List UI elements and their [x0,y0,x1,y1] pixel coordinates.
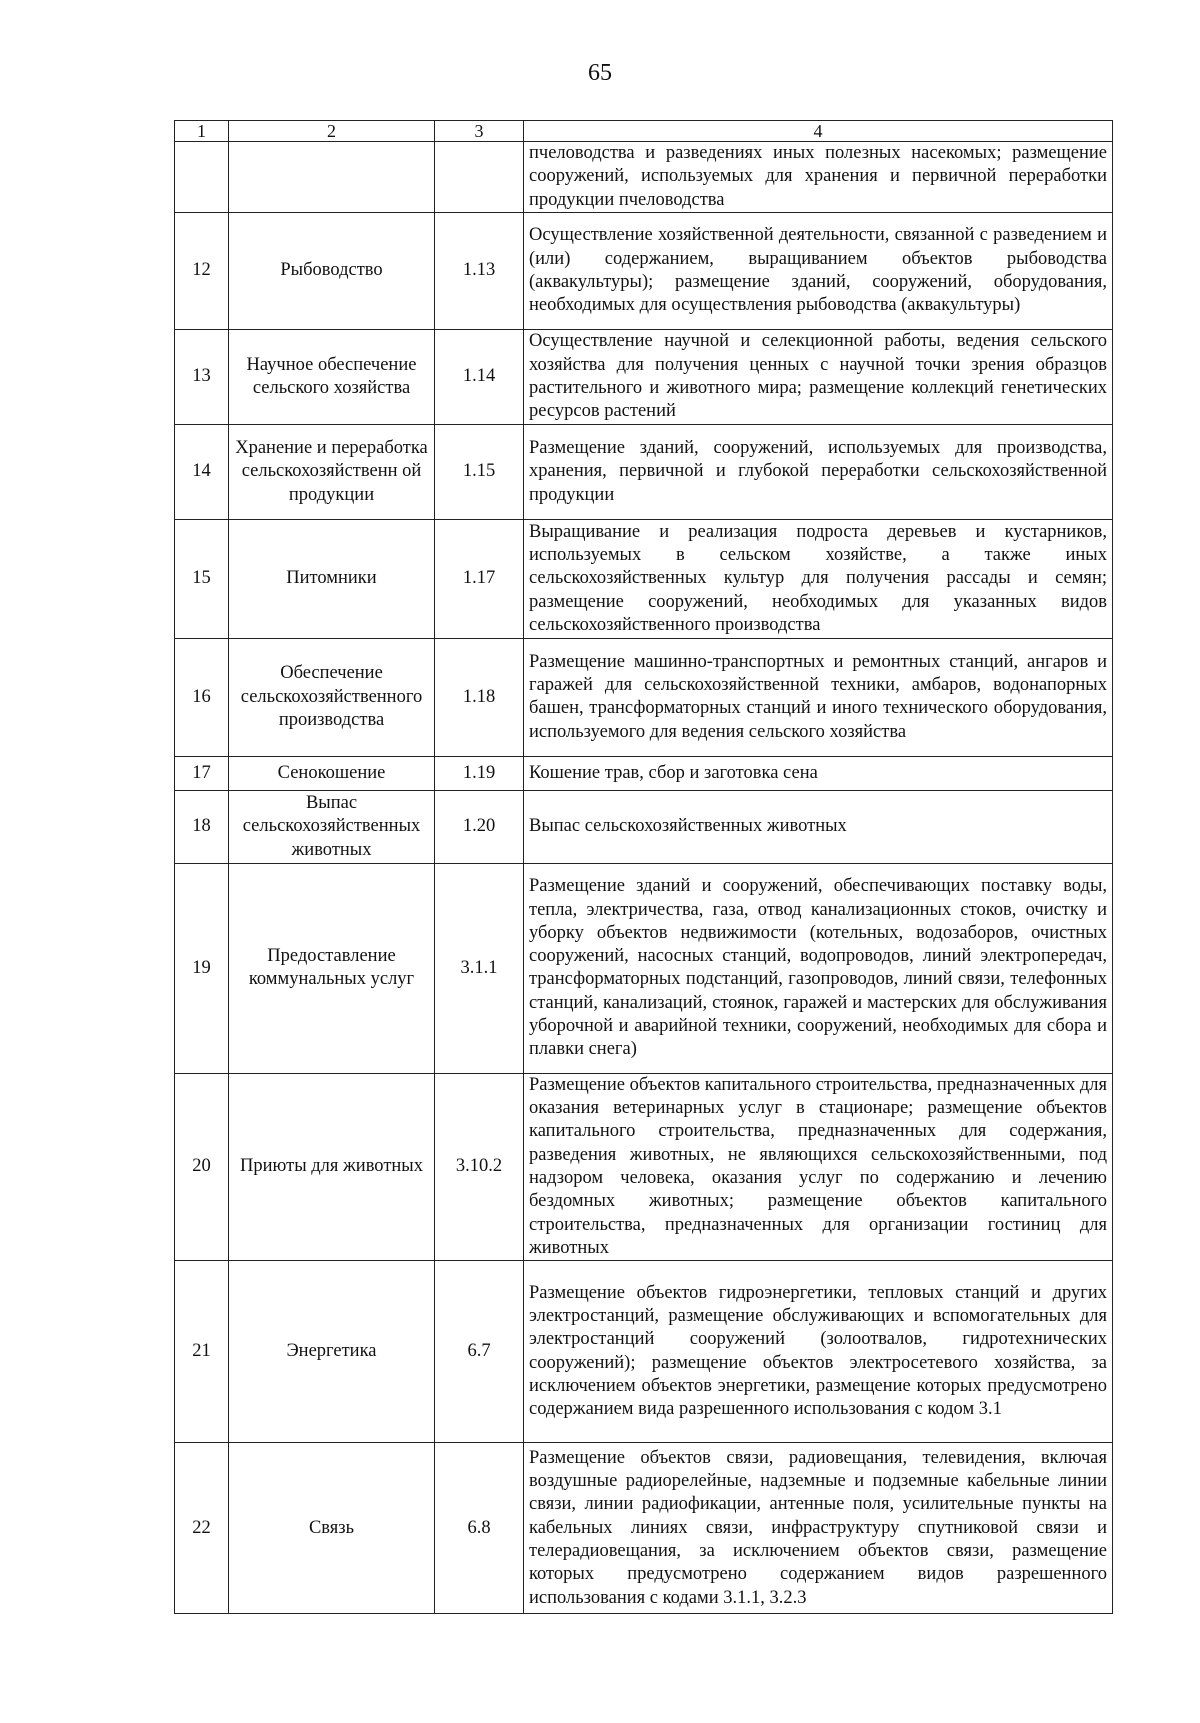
row-code: 6.8 [435,1443,524,1614]
table-row [175,790,1113,863]
row-description: Осуществление хозяйственной деятельности, связанной с разведением и (или) содержанием, выращиванием объектов рыбоводства (аквакультуры); размещение зданий, сооружений, оборудования, необходимых для осуществления рыбоводства (аквакультуры) [524,212,1113,329]
row-code: 1.17 [435,519,524,638]
row-name: Хранение и переработка сельскохозяйственн ой продукции [229,424,435,519]
row-description: Размещение машинно-транспортных и ремонтных станций, ангаров и гаражей для сельскохозяйственной техники, амбаров, водонапорных башен, трансформаторных станций и иного технического оборудования, используемого для ведения сельского хозяйства [524,638,1113,756]
row-code: 3.1.1 [435,863,524,1073]
row-description: Размещение объектов связи, радиовещания, телевидения, включая воздушные радиорелейные, надземные и подземные кабельные линии связи, линии радиофикации, антенные поля, усилительные пункты на кабельных линиях связи, инфраструктуру спутниковой связи и телерадиовещания, за исключением объектов связи, размещение которых предусмотрено содержанием видов разрешенного использования с кодами 3.1.1, 3.2.3 [524,1443,1113,1614]
column-header: 3 [435,121,524,142]
row-number: 19 [175,863,229,1073]
row-number: 20 [175,1073,229,1260]
row-name: Связь [229,1443,435,1614]
table-row [175,1443,1113,1614]
row-number: 22 [175,1443,229,1614]
row-number: 15 [175,519,229,638]
row-description: Выращивание и реализация подроста деревьев и кустарников, используемых в сельском хозяйстве, а также иных сельскохозяйственных культур для получения рассады и семян; размещение сооружений, необходимых для указанных видов сельскохозяйственного производства [524,519,1113,638]
column-header: 1 [175,121,229,142]
row-number: 14 [175,424,229,519]
row-name: Научное обеспечение сельского хозяйства [229,329,435,424]
row-code: 6.7 [435,1261,524,1443]
row-code [435,142,524,213]
row-description: Размещение зданий и сооружений, обеспечивающих поставку воды, тепла, электричества, газа, отвод канализационных стоков, очистку и уборку объектов недвижимости (котельных, водозаборов, очистных сооружений, насосных станций, водопроводов, линий электропередач, трансформаторных подстанций, газопроводов, линий связи, телефонных станций, канализаций, стоянок, гаражей и мастерских для обслуживания уборочной и аварийной техники, сооружений, необходимых для сбора и плавки снега) [524,863,1113,1073]
row-code: 1.20 [435,790,524,863]
table-row [175,329,1113,424]
row-code: 1.18 [435,638,524,756]
table-header-row [175,121,1113,142]
table-row [175,1073,1113,1260]
table-row [175,638,1113,756]
row-number [175,142,229,213]
table-row [175,519,1113,638]
row-description: Кошение трав, сбор и заготовка сена [524,756,1113,790]
row-code: 1.19 [435,756,524,790]
row-name: Рыбоводство [229,212,435,329]
row-name: Обеспечение сельскохозяйственного производства [229,638,435,756]
row-description: Размещение объектов капитального строительства, предназначенных для оказания ветеринарных услуг в стационаре; размещение объектов капитального строительства, предназначенных для содержания, разведения животных, не являющихся сельскохозяйственными, под надзором человека, оказания услуг по содержанию и лечению бездомных животных; размещение объектов капитального строительства, предназначенных для организации гостиниц для животных [524,1073,1113,1260]
row-description: пчеловодства и разведениях иных полезных насекомых; размещение сооружений, используемых для хранения и первичной переработки продукции пчеловодства [524,142,1113,213]
table-row [175,142,1113,213]
row-name: Питомники [229,519,435,638]
row-description: Осуществление научной и селекционной работы, ведения сельского хозяйства для получения ценных с научной точки зрения образцов растительного и животного мира; размещение коллекций генетических ресурсов растений [524,329,1113,424]
row-name: Предоставление коммунальных услуг [229,863,435,1073]
table-row [175,424,1113,519]
row-number: 21 [175,1261,229,1443]
table-row [175,1261,1113,1443]
row-name: Приюты для животных [229,1073,435,1260]
table-row [175,863,1113,1073]
row-number: 18 [175,790,229,863]
row-name: Энергетика [229,1261,435,1443]
land-use-table [174,120,1113,1614]
row-description: Размещение зданий, сооружений, используемых для производства, хранения, первичной и глубокой переработки сельскохозяйственной продукции [524,424,1113,519]
row-code: 1.15 [435,424,524,519]
row-number: 13 [175,329,229,424]
row-number: 16 [175,638,229,756]
row-number: 12 [175,212,229,329]
column-header: 2 [229,121,435,142]
row-name: Выпас сельскохозяйственных животных [229,790,435,863]
row-code: 1.14 [435,329,524,424]
row-code: 3.10.2 [435,1073,524,1260]
row-name: Сенокошение [229,756,435,790]
row-description: Размещение объектов гидроэнергетики, тепловых станций и других электростанций, размещение обслуживающих и вспомогательных для электростанций сооружений (золоотвалов, гидротехнических сооружений); размещение объектов электросетевого хозяйства, за исключением объектов энергетики, размещение которых предусмотрено содержанием вида разрешенного использования с кодом 3.1 [524,1261,1113,1443]
column-header: 4 [524,121,1113,142]
row-description: Выпас сельскохозяйственных животных [524,790,1113,863]
page-number: 65 [588,60,612,86]
row-number: 17 [175,756,229,790]
row-name [229,142,435,213]
table-row [175,212,1113,329]
table-row [175,756,1113,790]
row-code: 1.13 [435,212,524,329]
